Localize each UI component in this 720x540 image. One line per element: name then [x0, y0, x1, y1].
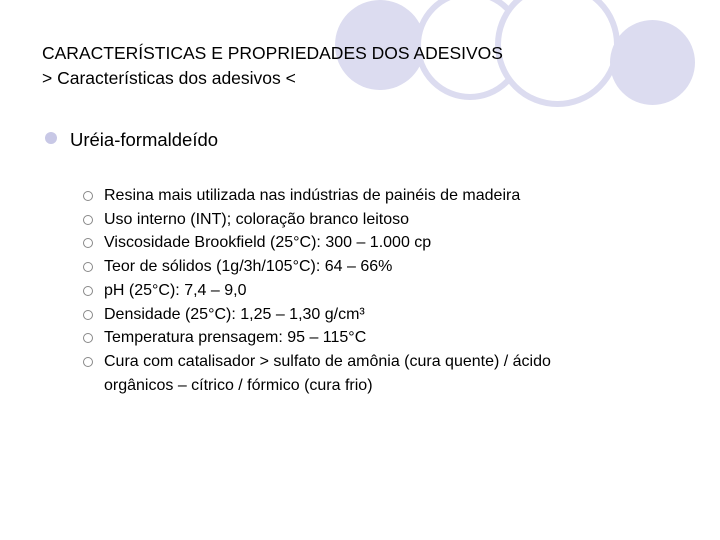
sub-bullet-text-line-2: orgânicos – cítrico / fórmico (cura frio): [104, 376, 373, 394]
sub-bullet-item: Resina mais utilizada nas indústrias de painéis de madeira: [83, 184, 551, 208]
decorative-ring-circle-2: [495, 0, 620, 107]
ring-bullet-icon: [83, 333, 93, 343]
sub-bullet-item: Temperatura prensagem: 95 – 115°C: [83, 326, 551, 350]
sub-bullet-item: pH (25°C): 7,4 – 9,0: [83, 279, 551, 303]
sub-bullet-item: Densidade (25°C): 1,25 – 1,30 g/cm³: [83, 303, 551, 327]
ring-bullet-icon: [83, 286, 93, 296]
ring-bullet-icon: [83, 262, 93, 272]
decorative-filled-circle-2: [610, 20, 695, 105]
ring-bullet-icon: [83, 191, 93, 201]
sub-bullet-text-line-1: Cura com catalisador > sulfato de amônia (cura quente) / ácido: [104, 352, 551, 370]
main-bullet-text: Uréia-formaldeído: [70, 129, 219, 150]
sub-bullet-item: Uso interno (INT); coloração branco leitoso: [83, 208, 551, 232]
sub-bullet-item: Viscosidade Brookfield (25°C): 300 – 1.000 cp: [83, 231, 551, 255]
sub-bullet-item: [83, 350, 551, 397]
slide-title: [42, 41, 503, 91]
main-bullet-icon: [45, 132, 57, 144]
ring-bullet-icon: [83, 357, 93, 367]
sub-bullet-item: Teor de sólidos (1g/3h/105°C): 64 – 66%: [83, 255, 551, 279]
ring-bullet-icon: [83, 215, 93, 225]
slide-title-line-1: CARACTERÍSTICAS E PROPRIEDADES DOS ADESIVOS: [42, 43, 503, 63]
ring-bullet-icon: [83, 310, 93, 320]
ring-bullet-icon: [83, 238, 93, 248]
slide-title-line-2: > Características dos adesivos <: [42, 68, 296, 88]
sub-bullet-list: [83, 184, 551, 397]
